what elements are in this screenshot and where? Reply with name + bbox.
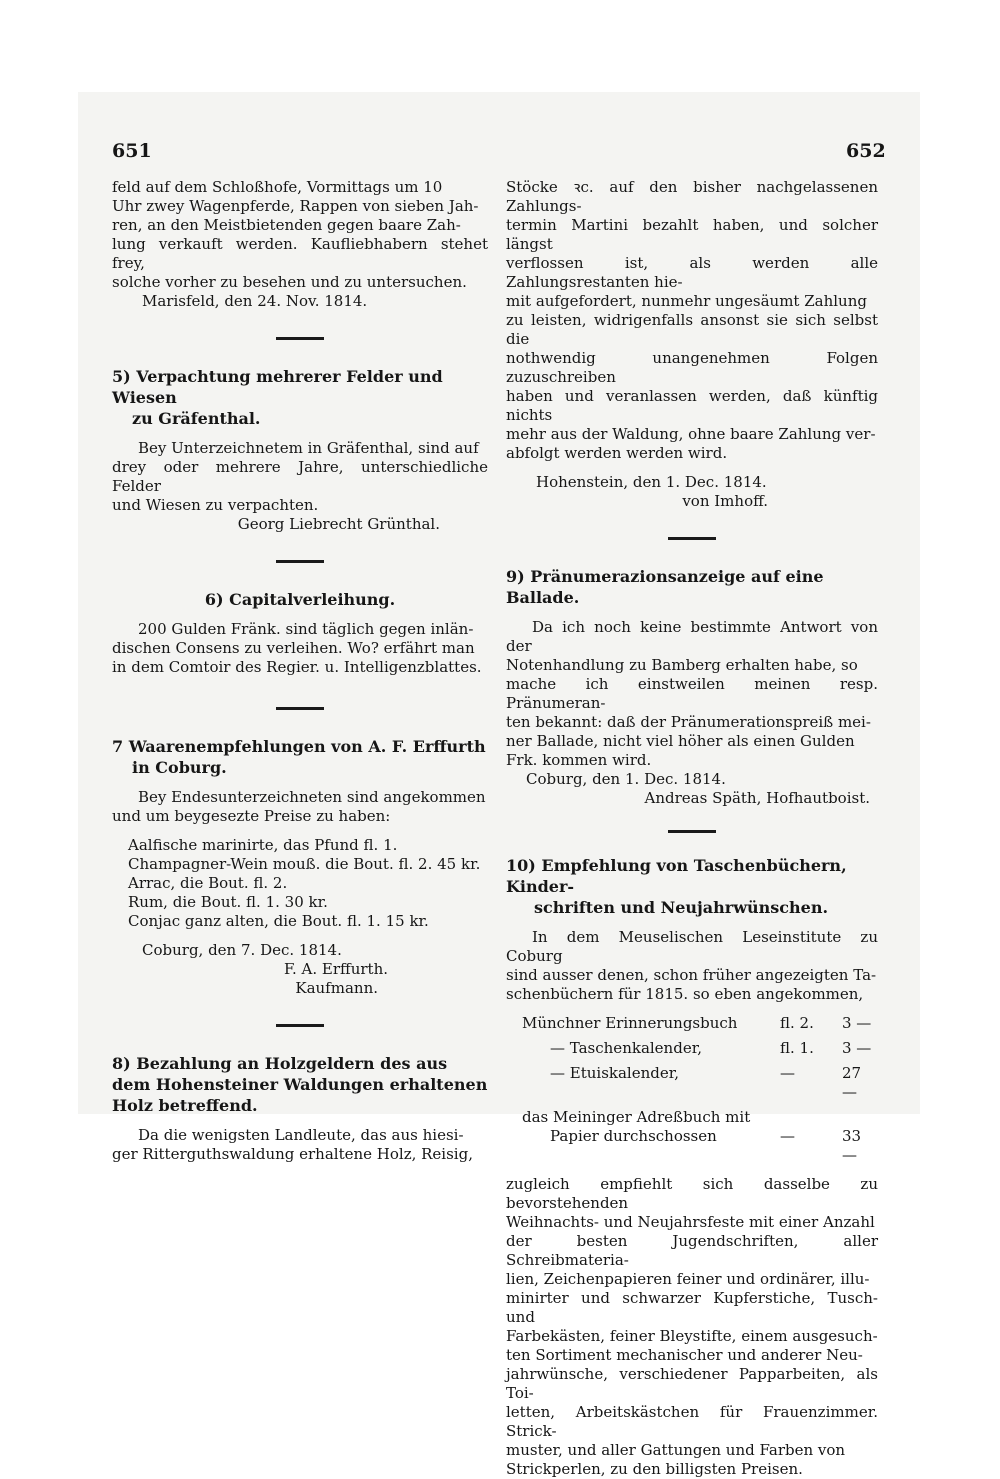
- place-date: Hohenstein, den 1. Dec. 1814.: [536, 473, 767, 491]
- text-line: ten bekannt: daß der Pränumerationspreiß mei-: [506, 713, 871, 731]
- price-extra: [842, 1108, 878, 1127]
- text-line: Strickperlen, zu den billigsten Preisen.: [506, 1460, 803, 1478]
- text-line: und um beygesezte Preise zu haben:: [112, 807, 391, 825]
- price-name: Papier durchschossen: [550, 1127, 717, 1145]
- section-6: [112, 589, 488, 677]
- section-5: [112, 366, 488, 534]
- text-line: Uhr zwey Wagenpferde, Rappen von sieben Jah-: [112, 197, 479, 215]
- price-item: Rum, die Bout. fl. 1. 30 kr.: [128, 893, 328, 911]
- text-line: 200 Gulden Fränk. sind täglich gegen inlän-: [138, 620, 474, 638]
- text-line: lien, Zeichenpapieren feiner und ordinärer, illu-: [506, 1270, 870, 1288]
- place-date: Marisfeld, den 24. Nov. 1814.: [142, 292, 368, 310]
- left-column: [112, 178, 488, 1164]
- intro-notice: [112, 178, 488, 311]
- text-line: abfolgt werden werden wird.: [506, 444, 728, 462]
- price-amount: —: [780, 1064, 795, 1082]
- price-extra: 27 —: [842, 1064, 862, 1101]
- text-line: ten Sortiment mechanischer und anderer Neu-: [506, 1346, 863, 1364]
- text-line: verflossen ist, als werden alle Zahlungsrestanten hie-: [506, 254, 878, 291]
- section-10: [506, 855, 878, 1479]
- price-name: das Meininger Adreßbuch mit: [522, 1108, 751, 1126]
- text-line: ner Ballade, nicht viel höher als einen Gulden: [506, 732, 855, 750]
- price-extra: 3 —: [842, 1014, 872, 1032]
- text-line: haben und veranlassen werden, daß künftig nichts: [506, 387, 878, 424]
- text-line: letten, Arbeitskästchen für Frauenzimmer. Strick-: [506, 1403, 878, 1440]
- price-item: Arrac, die Bout. fl. 2.: [128, 874, 288, 892]
- text-line: sind ausser denen, schon früher angezeigten Ta-: [506, 966, 877, 984]
- page-number-left: 651: [112, 140, 152, 162]
- price-amount: —: [780, 1127, 795, 1145]
- price-row: [506, 1108, 878, 1127]
- section-title: 7 Waarenempfehlungen von A. F. Erffurth: [112, 737, 486, 756]
- text-line: In dem Meuselischen Leseinstitute zu Coburg: [506, 928, 878, 965]
- text-line: Frk. kommen wird.: [506, 751, 652, 769]
- signature-name: F. A. Erffurth.: [283, 960, 388, 978]
- section-9: [506, 566, 878, 808]
- text-line: lung verkauft werden. Kaufliebhabern stehet frey,: [112, 235, 488, 272]
- price-item: Aalfische marinirte, das Pfund fl. 1.: [128, 836, 398, 854]
- text-line: nothwendig unangenehmen Folgen zuzuschreiben: [506, 349, 878, 386]
- text-line: Notenhandlung zu Bamberg erhalten habe, so: [506, 656, 858, 674]
- page-number-right: 652: [846, 140, 886, 162]
- place-date: Coburg, den 7. Dec. 1814.: [142, 941, 342, 959]
- text-line: solche vorher zu besehen und zu untersuchen.: [112, 273, 467, 291]
- text-line: Da ich noch keine bestimmte Antwort von der: [506, 618, 878, 655]
- price-name: Münchner Erinnerungsbuch: [522, 1014, 738, 1032]
- price-row: [506, 1064, 878, 1102]
- right-column: [506, 178, 878, 1479]
- text-line: jahrwünsche, verschiedener Papparbeiten, als Toi-: [506, 1365, 878, 1402]
- text-line: zugleich empfiehlt sich dasselbe zu bevorstehenden: [506, 1175, 878, 1212]
- price-extra: 33 —: [842, 1127, 862, 1164]
- text-line: und Wiesen zu verpachten.: [112, 496, 319, 514]
- price-amount: fl. 2.: [780, 1014, 814, 1032]
- section-title: 6) Capitalverleihung.: [204, 590, 396, 609]
- section-8-continued: [506, 178, 878, 511]
- section-title: in Coburg.: [132, 758, 227, 777]
- signature: von Imhoff.: [682, 492, 768, 510]
- text-line: Farbekästen, feiner Bleystifte, einem ausgesuch-: [506, 1327, 878, 1345]
- section-title: dem Hohensteiner Waldungen erhaltenen: [112, 1075, 488, 1094]
- price-row: [506, 1127, 878, 1165]
- place-date: Coburg, den 1. Dec. 1814.: [526, 770, 726, 788]
- text-line: Da die wenigsten Landleute, das aus hiesi-: [138, 1126, 464, 1144]
- text-line: Stöcke ꝛc. auf den bisher nachgelassenen Zahlungs-: [506, 178, 878, 215]
- section-title: Holz betreffend.: [112, 1096, 258, 1115]
- text-line: minirter und schwarzer Kupferstiche, Tusch- und: [506, 1289, 878, 1326]
- text-line: Bey Unterzeichnetem in Gräfenthal, sind auf: [138, 439, 479, 457]
- price-name: — Taschenkalender,: [550, 1039, 702, 1057]
- section-title: schriften und Neujahrwünschen.: [534, 898, 829, 917]
- price-row: [506, 1014, 878, 1033]
- price-row: [506, 1039, 878, 1058]
- text-line: ger Ritterguthswaldung erhaltene Holz, Reisig,: [112, 1145, 473, 1163]
- text-line: drey oder mehrere Jahre, unterschiedliche Felder: [112, 458, 488, 495]
- text-line: mit aufgefordert, nunmehr ungesäumt Zahlung: [506, 292, 867, 310]
- section-7: [112, 736, 488, 998]
- signature: Andreas Späth, Hofhautboist.: [644, 789, 870, 807]
- text-line: dischen Consens zu verleihen. Wo? erfährt man: [112, 639, 475, 657]
- section-title: 8) Bezahlung an Holzgeldern des aus: [112, 1054, 448, 1073]
- price-name: — Etuiskalender,: [550, 1064, 680, 1082]
- price-extra: 3 —: [842, 1039, 872, 1057]
- text-line: der besten Jugendschriften, aller Schreibmateria-: [506, 1232, 878, 1269]
- signature: Georg Liebrecht Grünthal.: [237, 515, 440, 533]
- text-line: schenbüchern für 1815. so eben angekommen,: [506, 985, 864, 1003]
- text-line: termin Martini bezahlt haben, und solcher längst: [506, 216, 878, 253]
- section-title: 9) Pränumerazionsanzeige auf eine Ballade.: [506, 567, 824, 607]
- section-title: 10) Empfehlung von Taschenbüchern, Kinder-: [506, 856, 847, 896]
- text-line: in dem Comtoir des Regier. u. Intelligenzblattes.: [112, 658, 482, 676]
- text-line: ren, an den Meistbietenden gegen baare Zah-: [112, 216, 461, 234]
- text-line: mache ich einstweilen meinen resp. Pränumeran-: [506, 675, 878, 712]
- signature-title: Kaufmann.: [295, 979, 378, 997]
- section-title: zu Gräfenthal.: [132, 409, 261, 428]
- text-line: zu leisten, widrigenfalls ansonst sie sich selbst die: [506, 311, 878, 348]
- price-amount: [780, 1108, 842, 1127]
- section-8: [112, 1053, 488, 1164]
- section-title: 5) Verpachtung mehrerer Felder und Wiesen: [112, 367, 443, 407]
- text-line: Bey Endesunterzeichneten sind angekommen: [138, 788, 486, 806]
- text-line: feld auf dem Schloßhofe, Vormittags um 10: [112, 178, 443, 196]
- text-line: mehr aus der Waldung, ohne baare Zahlung ver-: [506, 425, 876, 443]
- price-item: Champagner-Wein mouß. die Bout. fl. 2. 45 kr.: [128, 855, 481, 873]
- text-line: muster, und aller Gattungen und Farben von: [506, 1441, 846, 1459]
- text-line: Weihnachts- und Neujahrsfeste mit einer Anzahl: [506, 1213, 875, 1231]
- price-item: Conjac ganz alten, die Bout. fl. 1. 15 kr.: [128, 912, 429, 930]
- price-amount: fl. 1.: [780, 1039, 814, 1057]
